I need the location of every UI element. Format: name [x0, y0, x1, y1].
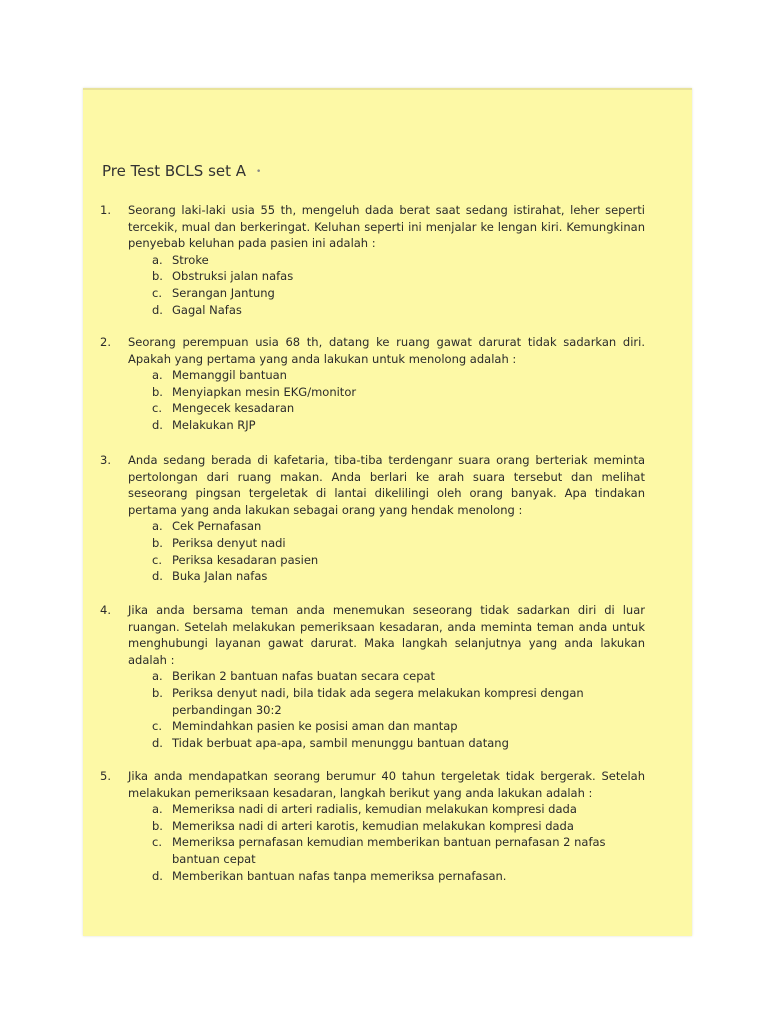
option-letter: b. [152, 384, 163, 399]
option-text: Stroke [172, 252, 209, 267]
option-list [100, 367, 645, 433]
option-b [152, 818, 645, 835]
option-c [152, 834, 645, 867]
option-b [152, 685, 645, 718]
option-letter: d. [152, 569, 163, 584]
question-number: 1. [100, 203, 111, 217]
option-text: Tidak berbuat apa-apa, sambil menunggu bantuan datang [172, 735, 509, 750]
option-text: Gagal Nafas [172, 302, 242, 317]
option-list [100, 252, 645, 318]
option-letter: a. [152, 368, 163, 383]
option-text: Memanggil bantuan [172, 368, 287, 383]
option-letter: d. [152, 868, 163, 883]
page-top-edge [83, 88, 692, 90]
option-letter: c. [152, 401, 162, 416]
question-1 [100, 202, 645, 318]
option-letter: b. [152, 535, 163, 550]
question-text: Anda sedang berada di kafetaria, tiba-tiba terdenganr suara orang berteriak meminta pertolongan dari ruang makan. Anda berlari ke arah suara tersebut dan melihat seseorang pingsan tergeletak di lantai dikelilingi oleh orang banyak. Apa tindakan pertama yang anda lakukan sebagai orang yang hendak menolong : [128, 453, 645, 517]
option-d [152, 735, 645, 752]
option-c [152, 718, 645, 735]
option-text: Memeriksa pernafasan kemudian memberikan bantuan pernafasan 2 nafas bantuan cepat [172, 835, 606, 866]
option-letter: a. [152, 802, 163, 817]
option-a [152, 518, 645, 535]
question-number: 4. [100, 603, 111, 617]
document-page [83, 88, 692, 936]
option-d [152, 417, 645, 434]
option-text: Periksa denyut nadi, bila tidak ada segera melakukan kompresi dengan perbandingan 30:2 [172, 685, 584, 717]
option-a [152, 801, 645, 818]
question-text: Seorang laki-laki usia 55 th, mengeluh dada berat saat sedang istirahat, leher seperti tercekik, mual dan berkeringat. Keluhan seperti ini menjalar ke lengan kiri. Kemungkinan penyebab keluhan pada pasien ini adalah : [128, 203, 645, 251]
option-text: Buka Jalan nafas [172, 569, 268, 584]
option-a [152, 252, 645, 269]
option-letter: b. [152, 818, 163, 833]
question-text: Seorang perempuan usia 68 th, datang ke ruang gawat darurat tidak sadarkan diri. Apakah yang pertama yang anda lakukan untuk menolong adalah : [128, 335, 645, 366]
option-text: Cek Pernafasan [172, 519, 262, 534]
option-a [152, 367, 645, 384]
option-text: Melakukan RJP [172, 417, 256, 432]
question-5 [100, 768, 645, 884]
option-letter: a. [152, 519, 163, 534]
option-b [152, 384, 645, 401]
option-d [152, 302, 645, 319]
option-text: Memeriksa nadi di arteri karotis, kemudian melakukan kompresi dada [172, 818, 574, 833]
page-title [102, 162, 261, 180]
option-text: Berikan 2 bantuan nafas buatan secara cepat [172, 669, 436, 684]
option-text: Memeriksa nadi di arteri radialis, kemudian melakukan kompresi dada [172, 802, 577, 817]
option-list [100, 518, 645, 584]
option-text: Obstruksi jalan nafas [172, 269, 294, 284]
option-c [152, 400, 645, 417]
option-letter: c. [152, 552, 162, 567]
option-b [152, 535, 645, 552]
option-d [152, 568, 645, 585]
question-number: 3. [100, 453, 111, 467]
option-c [152, 285, 645, 302]
option-text: Memberikan bantuan nafas tanpa memeriksa pernafasan. [172, 868, 507, 883]
option-c [152, 552, 645, 569]
option-letter: d. [152, 417, 163, 432]
title-mark: • [256, 166, 262, 177]
option-letter: c. [152, 835, 162, 850]
option-letter: d. [152, 735, 163, 750]
option-text: Menyiapkan mesin EKG/monitor [172, 384, 357, 399]
option-letter: a. [152, 669, 163, 684]
option-text: Mengecek kesadaran [172, 401, 295, 416]
option-text: Periksa kesadaran pasien [172, 552, 319, 567]
option-a [152, 668, 645, 685]
question-number: 2. [100, 335, 111, 349]
question-number: 5. [100, 769, 111, 783]
question-text: Jika anda mendapatkan seorang berumur 40 tahun tergeletak tidak bergerak. Setelah melakukan pemeriksaan kesadaran, langkah berikut yang anda lakukan adalah : [128, 769, 645, 800]
option-d [152, 868, 645, 885]
question-text: Jika anda bersama teman anda menemukan seseorang tidak sadarkan diri di luar ruangan. Setelah melakukan pemeriksaan kesadaran, anda meminta teman anda untuk menghubungi layanan gawat darurat. Maka langkah selanjutnya yang anda lakukan adalah : [128, 603, 645, 667]
question-3 [100, 452, 645, 585]
option-letter: b. [152, 269, 163, 284]
question-2 [100, 334, 645, 434]
option-list [100, 801, 645, 884]
option-text: Periksa denyut nadi [172, 535, 286, 550]
option-b [152, 268, 645, 285]
question-4 [100, 602, 645, 751]
option-letter: a. [152, 252, 163, 267]
option-text: Memindahkan pasien ke posisi aman dan mantap [172, 719, 458, 734]
option-letter: c. [152, 285, 162, 300]
option-letter: b. [152, 685, 163, 700]
option-list [100, 668, 645, 751]
option-text: Serangan Jantung [172, 285, 275, 300]
option-letter: c. [152, 719, 162, 734]
title-text: Pre Test BCLS set A [102, 162, 247, 180]
option-letter: d. [152, 302, 163, 317]
